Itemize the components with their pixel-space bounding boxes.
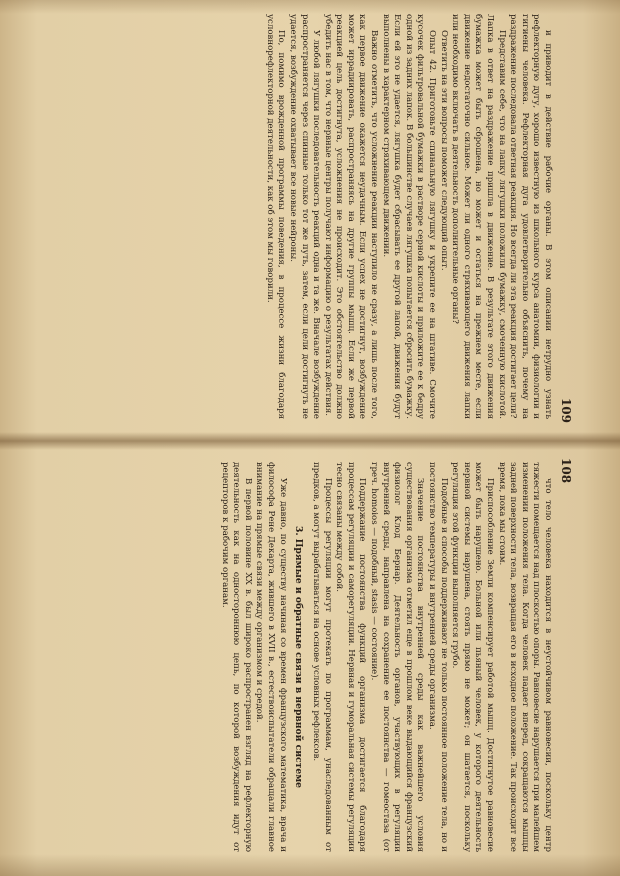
paragraph: В первой половине XX в. был широко распространен взгляд на рефлекторную деятельность как на одностороннюю цепь, по которой возбуждения идут от рецепторов к рабочим органам.: [219, 462, 253, 852]
paragraph: и приводит в действие рабочие органы. В этом описании нетрудно узнать рефлекторную дугу, хорошо известную из школьного курса анатомии, физиологии и гигиены человека. Рефлекторная дуга удовлетворительно объяснить, почему на раздражение последовала ответная реакция. Но всегда ли эта реакция достигает цели?: [508, 14, 553, 419]
page-number: 109: [559, 397, 573, 423]
paragraph: Важно отметить, что усложнение реакции наступило не сразу, а лишь после того, как первое движение окажется неудачным. Если успех не достигнут, возбуждение может иррадиировать, распространяясь на другие группы мышц. Если же первой реакцией цель достигнута, усложнения не происходит. Это обстоятельство должно убедить нас в том, что нервные центры получают информацию о результатах действия.: [322, 14, 380, 419]
paragraph: Подобные и способы поддерживают не только постоянное положение тела, но и постоянство температуры и внутренней среды организма.: [427, 462, 449, 852]
paragraph: Представим себе, что на лапку лягушки положили бумажку, смоченную кислотой. Лапка в ответ на раздражение пришла в движение. В результате этого движения бумажка может быть сброшена, но может и остаться на прежнем месте, если движение недостаточно сильное. Может ли одного стряхивающего движения лапки или необходимо включать в деятельность дополнительные органы?: [450, 14, 507, 419]
paragraph: Уже давно, по существу начиная со времен французского математика, врача и философа Рене Декарта, жившего в XVII в., естествоиспытатели обращали главное внимание на прямые связи между организмом и средой.: [254, 462, 288, 852]
paragraph: У любой лягушки последовательность реакций одна и та же. Вначале возбуждение распространяется через спинные только тот же путь, затем, если цели достигнуть не удается, возбуждение охватывает все новые нейроны.: [287, 14, 322, 419]
page-109: [10, 4, 575, 429]
paragraph: Поддержание постоянства функций организма достигается благодаря процессам регуляции и саморегуляции. Нервная и гуморальная системы регуляции тесно связаны между собой.: [334, 462, 368, 852]
paragraph: Опыт 42. Приготовьте спинальную лягушку и укрепите ее на штативе. Смочите кусочек фильтровальной бумажки в растворе серной кислоты и приложите ее к бедру одной из задних лапок. В большинстве случаев лягушка попытается сбросить бумажку. Если ей это не удается, лягушка будет сбрасывать ее другой лапой, движения будут выполнены в характерном стряхивающем движении.: [380, 14, 438, 419]
page-text-column: [218, 462, 553, 852]
page-bottom-shadow: [0, 854, 620, 876]
paragraph: Процессы регуляции могут протекать по программам, унаследованным от предков, а могут вырабатываться на основе условных рефлексов.: [311, 462, 333, 852]
section-heading: 3. Прямые и обратные связи в нервной системе: [292, 525, 304, 789]
paragraph: Значение постоянства внутренней среды как важнейшего условия существования организма отметил еще в прошлом веке выдающийся французский физиолог Клод Бернар. Деятельность органов, участвующих в регуляции внутренней среды, направлена на сохранение ее постоянства — гомеостаза (от греч. homoios — подобный, stasis — состояние).: [369, 462, 426, 852]
paragraph: По, помимо врожденной программы поведения, в процессе жизни благодаря условнорефлекторной деятельности, как об этом мы говорили.: [264, 14, 287, 419]
page-number: 108: [559, 458, 573, 484]
page-text-column: [263, 14, 553, 419]
paragraph: Приспособление Земли компенсирует работой мышц. Достигнутое равновесие может быть нарушено. Больной или пьяный человек, у которого деятельность нервной системы нарушена, стоять прямо не может; он шатается, поскольку регуляция этой функции выполняется грубо.: [450, 462, 496, 852]
paragraph: что тело человека находится в неустойчивом равновесии, поскольку центр тяжести помещается над плоскостью опоры. Равновесие нарушается при малейшем изменении положения тела. Когда человек падает вперед, сокращаются мышцы задней поверхности тела, возвращая его в исходное положение. Так происходит все время, пока мы стоим.: [496, 462, 553, 852]
page-108: [10, 452, 575, 862]
paragraph: Ответить на эти вопросы поможет следующий опыт.: [438, 30, 449, 271]
book-spine-shadow: [0, 432, 620, 450]
